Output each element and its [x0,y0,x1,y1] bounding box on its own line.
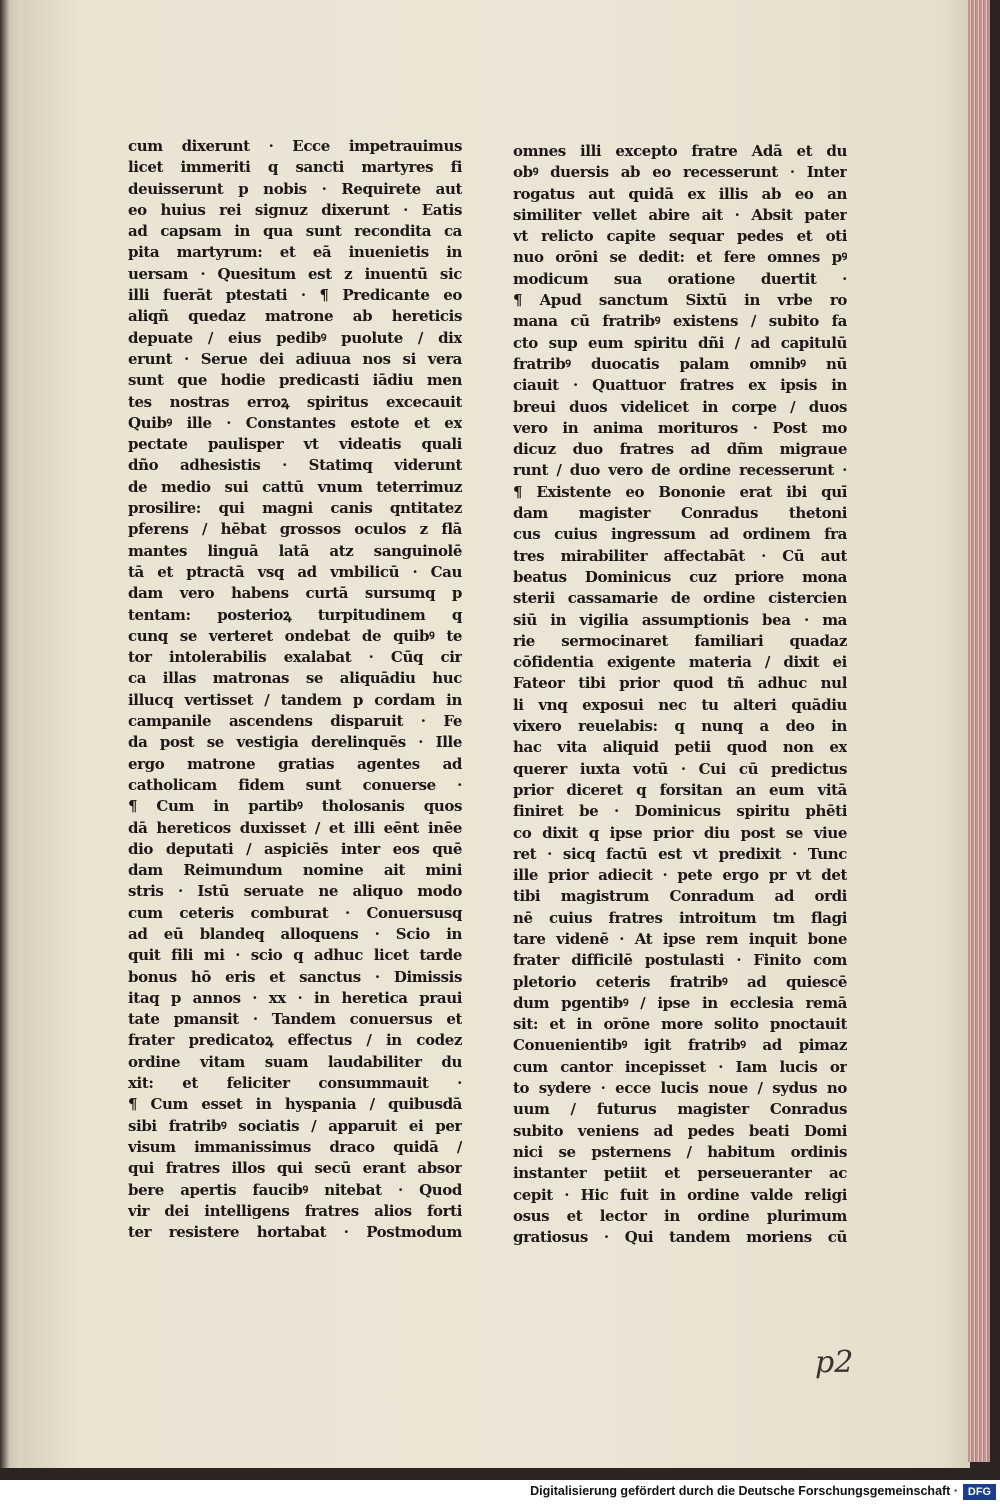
page-edges [968,0,990,1462]
text-line: frater difficilē postulasti · Finito com [513,951,847,970]
text-line: ad capsam in qua sunt recondita ca [128,222,462,241]
text-line: ret · sicq factū est vt predixit · Tunc [513,844,847,863]
text-line: modicum sua oratione duertit · [513,269,847,288]
text-line: ¶ Existente eo Bononie erat ibi quī [513,482,847,501]
text-line: prosilire: qui magni canis qntitatez [128,499,462,518]
text-line: nē cuius fratres introitum tm flagi [513,908,847,927]
text-line: dicuz duo fratres ad dñm migraue [513,440,847,459]
text-column-left [128,136,462,1243]
text-line: Conuenientibꝰ igit fratribꝰ ad pimaz [513,1036,847,1055]
text-line: ¶ Apud sanctum Sixtū in vrbe ro [513,291,847,310]
text-line: xit: et feliciter consummauit · [128,1074,462,1093]
text-line: tres mirabiliter affectabāt · Cū aut [513,546,847,565]
text-line: pferens / hēbat grossos oculos z flā [128,520,462,539]
text-line: rogatus aut quidā ex illis ab eo an [513,184,847,203]
text-line: ordine vitam suam laudabiliter du [128,1052,462,1071]
text-line: ergo matrone gratias agentes ad [128,754,462,773]
footer-text: Digitalisierung gefördert durch die Deutsche Forschungsgemeinschaft · [530,1484,958,1498]
text-line: instanter petiit et perseueranter ac [513,1164,847,1183]
text-line: cunq se verteret ondebat de quibꝰ te [128,626,462,645]
text-line: nici se psternens / habitum ordinis [513,1142,847,1161]
text-line: sterii cassamarie de ordine cistercien [513,589,847,608]
text-line: osus et lector in ordine plurimum [513,1206,847,1225]
text-line: vixero reuelabis: q nunq a deo in [513,717,847,736]
text-line: aliqñ quedaz matrone ab hereticis [128,307,462,326]
text-line: Quibꝰ ille · Constantes estote et ex [128,413,462,432]
text-line: cepit · Hic fuit in ordine valde religi [513,1185,847,1204]
text-line: catholicam fidem sunt conuerse · [128,775,462,794]
text-line: deuisserunt p nobis · Requirete aut [128,179,462,198]
text-line: campanile ascendens disparuit · Fe [128,712,462,731]
text-line: illi fuerāt ptestati · ¶ Predicante eo [128,286,462,305]
text-line: qui fratres illos qui secū erant absor [128,1159,462,1178]
text-line: ¶ Cum in partibꝰ tholosanis quos [128,797,462,816]
text-line: to sydere · ecce lucis noue / sydus no [513,1079,847,1098]
text-line: mana cū fratribꝰ existens / subito fa [513,312,847,331]
text-line: eo huius rei signuz dixerunt · Eatis [128,200,462,219]
text-line: breui duos videlicet in corpe / duos [513,397,847,416]
text-line: cum dixerunt · Ecce impetrauimus [128,137,462,155]
text-line: tor intolerabilis exalabat · Cūq cir [128,648,462,667]
text-line: obꝰ duersis ab eo recesserunt · Inter [513,163,847,182]
text-line: vero in anima morituros · Post mo [513,418,847,437]
text-line: cus cuius ingressum ad ordinem fra [513,525,847,544]
text-line: ca illas matronas se aliquādiu huc [128,669,462,688]
text-line: bonus hō eris et sanctus · Dimissis [128,967,462,986]
text-line: li vnq exposui nec tu alteri quādiu [513,695,847,714]
text-line: beatus Dominicus cuz priore mona [513,567,847,586]
text-line: querer iuxta votū · Cui cū predictus [513,759,847,778]
text-line: hac vita aliquid petii quod non ex [513,738,847,757]
text-line: sit: et in orōne more solito pnoctauit [513,1015,847,1034]
text-line: cto sup eum spiritu dñi / ad capitulū [513,333,847,352]
text-line: cum cantor incepisset · Iam lucis or [513,1057,847,1076]
text-line: Fateor tibi prior quod tñ adhuc nul [513,674,847,693]
scan-background [0,1468,1000,1480]
text-line: uersam · Quesitum est z inuentū sic [128,264,462,283]
text-line: dño adhesistis · Statimq viderunt [128,456,462,475]
text-line: pita martyrum: et eā inuenietis in [128,243,462,262]
text-line: similiter vellet abire ait · Absit pater [513,205,847,224]
text-line: nuo orōni se dedit: et fere omnes pꝰ [513,248,847,267]
text-line: ter resistere hortabat · Postmodum [128,1223,462,1242]
text-line: bere apertis faucibꝰ nitebat · Quod [128,1180,462,1199]
text-line: omnes illi excepto fratre Adā et du [513,142,847,160]
text-line: dam magister Conradus thetoni [513,504,847,523]
text-line: prior diceret q forsitan an eum vitā [513,780,847,799]
text-line: depuate / eius pedibꝰ puolute / dix [128,328,462,347]
text-line: runt / duo vero de ordine recesserunt · [513,461,847,480]
text-line: subito veniens ad pedes beati Domi [513,1121,847,1140]
text-line: ille prior adiecit · pete ergo pr vt det [513,866,847,885]
text-line: licet immeriti q sancti martyres fi [128,158,462,177]
previous-page-edge [0,0,24,1470]
text-line: sunt que hodie predicasti iādiu men [128,371,462,390]
text-line: siū in vigilia assumptionis bea · ma [513,610,847,629]
text-line: ad eū blandeq alloquens · Scio in [128,924,462,943]
text-line: vir dei intelligens fratres alios forti [128,1201,462,1220]
text-line: dam Reimundum nomine ait mini [128,861,462,880]
text-line: stris · Istū seruate ne aliquo modo [128,882,462,901]
text-line: visum immanissimus draco quidā / [128,1137,462,1156]
text-line: quit fili mi · scio q adhuc licet tarde [128,946,462,965]
text-line: de medio sui cattū vnum teterrimuz [128,477,462,496]
text-line: dā hereticos duxisset / et illi eēnt inēe [128,818,462,837]
text-line: tare videnē · At ipse rem inquit bone [513,929,847,948]
text-line: dam vero habens curtā sursumq p [128,584,462,603]
text-line: pletorio ceteris fratribꝰ ad quiescē [513,972,847,991]
dfg-logo: DFG [963,1484,996,1500]
text-line: vt relicto capite sequar pedes et oti [513,227,847,246]
text-line: illucq vertisset / tandem p cordam in [128,690,462,709]
text-line: co dixit q ipse prior diu post se viue [513,823,847,842]
text-line: cum ceteris comburat · Conuersusq [128,903,462,922]
text-line: gratiosus · Qui tandem moriens cū [513,1228,847,1247]
text-line: mantes linguā latā atz sanguinolē [128,541,462,560]
text-line: tā et ptractā vsq ad vmbilicū · Cau [128,562,462,581]
text-line: itaq p annos · xx · in heretica praui [128,988,462,1007]
text-line: cōfidentia exigente materia / dixit ei [513,653,847,672]
text-line: ¶ Cum esset in hyspania / quibusdā [128,1095,462,1114]
text-line: erunt · Serue dei adiuua nos si vera [128,349,462,368]
text-line: tes nostras erroꝝ spiritus excecauit [128,392,462,411]
text-line: tate pmansit · Tandem conuersus et [128,1010,462,1029]
text-line: ciauit · Quattuor fratres ex ipsis in [513,376,847,395]
text-line: rie sermocinaret familiari quadaz [513,631,847,650]
text-line: tentam: posterioꝝ turpitudinem q [128,605,462,624]
text-column-right [513,141,847,1248]
text-line: sibi fratribꝰ sociatis / apparuit ei per [128,1116,462,1135]
footer [0,1480,1000,1504]
text-line: tibi magistrum Conradum ad ordi [513,887,847,906]
text-line: finiret be · Dominicus spiritu phēti [513,802,847,821]
text-line: frater predicatoꝝ effectus / in codez [128,1031,462,1050]
text-line: dum pgentibꝰ / ipse in ecclesia remā [513,993,847,1012]
text-line: uum / futurus magister Conradus [513,1100,847,1119]
text-line: dio deputati / aspiciēs inter eos quē [128,839,462,858]
text-line: da post se vestigia derelinquēs · Ille [128,733,462,752]
handwritten-folio-number: p2 [815,1345,854,1380]
text-line: fratribꝰ duocatis palam omnibꝰ nū [513,354,847,373]
text-line: pectate paulisper vt videatis quali [128,435,462,454]
